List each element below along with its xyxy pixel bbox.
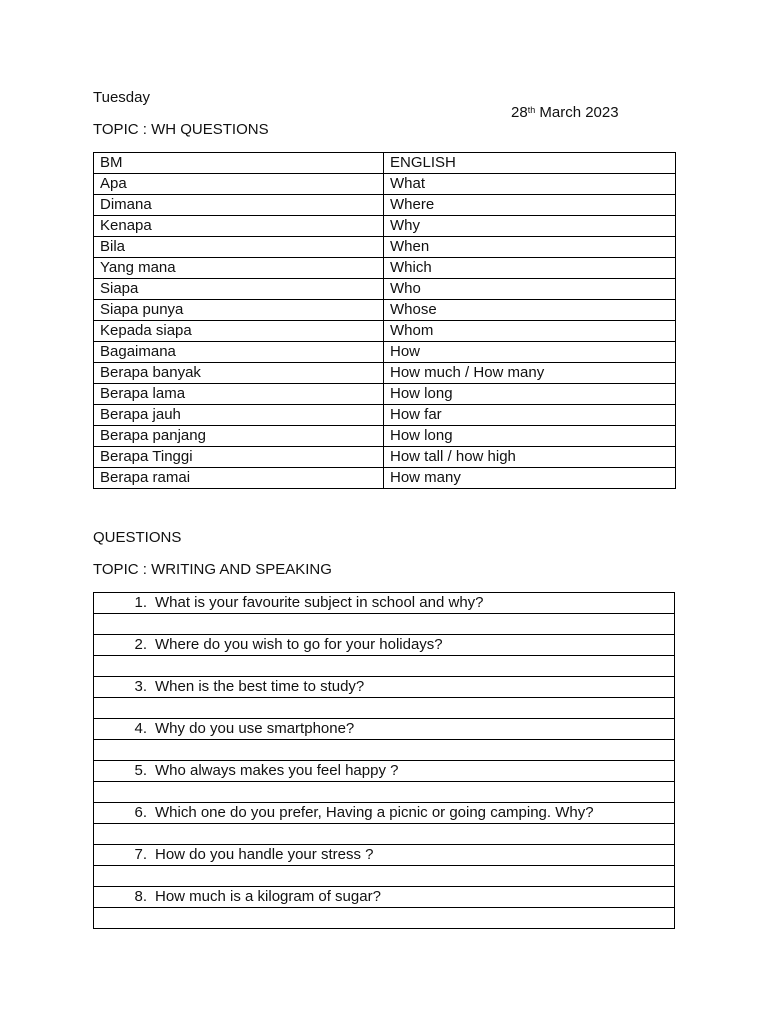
question-cell	[94, 761, 675, 782]
answer-row[interactable]	[94, 740, 675, 761]
question-cell	[94, 677, 675, 698]
vocab-cell-bm: Siapa punya	[94, 300, 384, 321]
vocab-row	[94, 237, 676, 258]
vocab-row	[94, 321, 676, 342]
question-text: Which one do you prefer, Having a picnic or going camping. Why?	[155, 804, 594, 821]
question-cell	[94, 887, 675, 908]
question-cell	[94, 845, 675, 866]
vocab-cell-bm: Bagaimana	[94, 342, 384, 363]
question-number: 2.	[134, 636, 147, 653]
question-row	[94, 803, 675, 824]
question-row	[94, 845, 675, 866]
vocab-row	[94, 405, 676, 426]
day-label: Tuesday	[93, 89, 150, 106]
vocab-cell-english: How much / How many	[384, 363, 676, 384]
answer-row[interactable]	[94, 614, 675, 635]
vocab-cell-english: How tall / how high	[384, 447, 676, 468]
question-row	[94, 761, 675, 782]
question-text: How do you handle your stress ?	[155, 846, 374, 863]
vocab-cell-english: Which	[384, 258, 676, 279]
vocab-row	[94, 174, 676, 195]
vocab-cell-bm: Berapa lama	[94, 384, 384, 405]
vocab-cell-bm: Siapa	[94, 279, 384, 300]
vocab-cell-english: What	[384, 174, 676, 195]
question-number: 5.	[134, 762, 147, 779]
vocab-cell-english: How far	[384, 405, 676, 426]
topic-writing-speaking: TOPIC : WRITING AND SPEAKING	[93, 561, 332, 578]
vocab-cell-bm: Dimana	[94, 195, 384, 216]
vocab-table	[93, 152, 676, 489]
vocab-row	[94, 195, 676, 216]
vocab-cell-bm: Berapa panjang	[94, 426, 384, 447]
vocab-cell-english: When	[384, 237, 676, 258]
vocab-cell-bm: Kenapa	[94, 216, 384, 237]
vocab-cell-english: How long	[384, 384, 676, 405]
answer-cell[interactable]	[94, 656, 675, 677]
question-number: 1.	[134, 594, 147, 611]
date-label	[511, 104, 619, 122]
questions-table-body	[94, 593, 675, 929]
vocab-cell-bm: Berapa ramai	[94, 468, 384, 489]
question-row	[94, 677, 675, 698]
vocab-row	[94, 384, 676, 405]
question-cell	[94, 593, 675, 614]
vocab-cell-english: Whom	[384, 321, 676, 342]
vocab-row	[94, 300, 676, 321]
answer-row[interactable]	[94, 656, 675, 677]
answer-row[interactable]	[94, 824, 675, 845]
date-suffix: th	[527, 105, 536, 115]
question-row	[94, 635, 675, 656]
questions-table	[93, 592, 675, 929]
answer-cell[interactable]	[94, 782, 675, 803]
vocab-row	[94, 426, 676, 447]
question-text: Why do you use smartphone?	[155, 720, 355, 737]
vocab-cell-english: How long	[384, 426, 676, 447]
header-bm: BM	[94, 153, 384, 174]
vocab-row	[94, 258, 676, 279]
header-english: ENGLISH	[384, 153, 676, 174]
vocab-row	[94, 216, 676, 237]
question-cell	[94, 719, 675, 740]
vocab-cell-bm: Berapa Tinggi	[94, 447, 384, 468]
question-number: 4.	[134, 720, 147, 737]
question-row	[94, 593, 675, 614]
answer-cell[interactable]	[94, 908, 675, 929]
vocab-row	[94, 468, 676, 489]
vocab-cell-english: How	[384, 342, 676, 363]
question-text: What is your favourite subject in school and why?	[155, 594, 484, 611]
question-number: 7.	[134, 846, 147, 863]
answer-row[interactable]	[94, 698, 675, 719]
vocab-cell-english: Why	[384, 216, 676, 237]
vocab-cell-bm: Berapa banyak	[94, 363, 384, 384]
vocab-cell-english: How many	[384, 468, 676, 489]
vocab-cell-bm: Kepada siapa	[94, 321, 384, 342]
question-cell	[94, 803, 675, 824]
vocab-row	[94, 363, 676, 384]
answer-row[interactable]	[94, 782, 675, 803]
question-row	[94, 887, 675, 908]
vocab-cell-bm: Apa	[94, 174, 384, 195]
vocab-row	[94, 342, 676, 363]
date-month-year: March 2023	[535, 104, 619, 121]
questions-heading: QUESTIONS	[93, 529, 182, 546]
vocab-cell-bm: Yang mana	[94, 258, 384, 279]
question-row	[94, 719, 675, 740]
topic-wh-questions: TOPIC : WH QUESTIONS	[93, 121, 269, 138]
question-cell	[94, 635, 675, 656]
answer-cell[interactable]	[94, 698, 675, 719]
question-number: 3.	[134, 678, 147, 695]
vocab-cell-bm: Berapa jauh	[94, 405, 384, 426]
question-text: When is the best time to study?	[155, 678, 365, 695]
vocab-cell-english: Whose	[384, 300, 676, 321]
vocab-cell-english: Where	[384, 195, 676, 216]
vocab-row	[94, 279, 676, 300]
question-number: 8.	[134, 888, 147, 905]
answer-row[interactable]	[94, 866, 675, 887]
vocab-cell-english: Who	[384, 279, 676, 300]
date-day: 28	[511, 104, 528, 121]
answer-cell[interactable]	[94, 824, 675, 845]
vocab-row	[94, 447, 676, 468]
question-text: Who always makes you feel happy ?	[155, 762, 399, 779]
vocab-cell-bm: Bila	[94, 237, 384, 258]
question-number: 6.	[134, 804, 147, 821]
answer-cell[interactable]	[94, 614, 675, 635]
answer-row[interactable]	[94, 908, 675, 929]
vocab-header-row	[94, 153, 676, 174]
vocab-table-body	[94, 153, 676, 489]
question-text: How much is a kilogram of sugar?	[155, 888, 381, 905]
answer-cell[interactable]	[94, 740, 675, 761]
answer-cell[interactable]	[94, 866, 675, 887]
question-text: Where do you wish to go for your holidays?	[155, 636, 443, 653]
